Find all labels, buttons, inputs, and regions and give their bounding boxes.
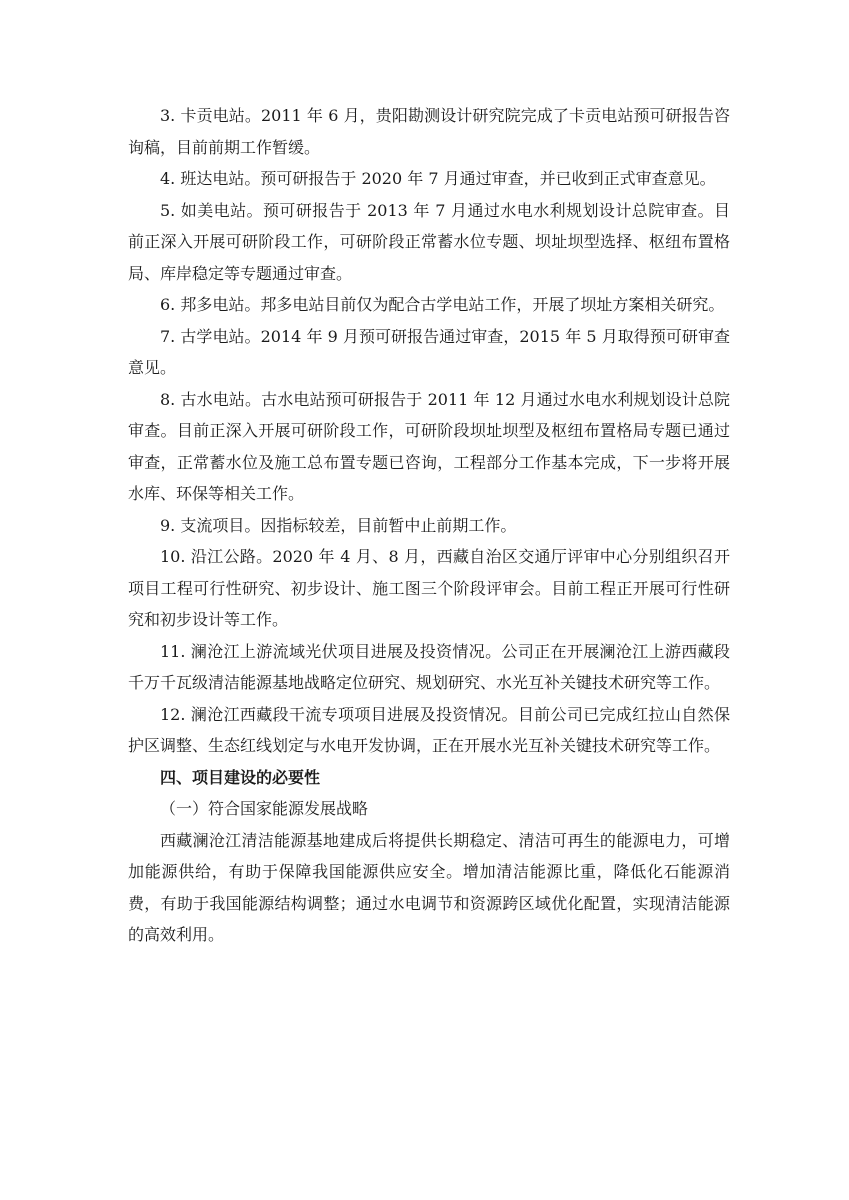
paragraph-mainstream-projects: 12. 澜沧江西藏段干流专项项目进展及投资情况。目前公司已完成红拉山自然保护区调整、生态红线划定与水电开发协调，正在开展水光互补关键技术研究等工作。: [128, 704, 730, 755]
paragraph-riverside-highway: 10. 沿江公路。2020 年 4 月、8 月，西藏自治区交通厅评审中心分别组织召开项目工程可行性研究、初步设计、施工图三个阶段评审会。目前工程正开展可行性研究和初步设计等工作。: [128, 547, 730, 629]
paragraph-kagong-station: 3. 卡贡电站。2011 年 6 月，贵阳勘测设计研究院完成了卡贡电站预可研报告咨询稿，目前前期工作暂缓。: [128, 106, 730, 157]
paragraph-banda-station: 4. 班达电站。预可研报告于 2020 年 7 月通过审查，并已收到正式审查意见。: [160, 169, 716, 188]
section-heading: 四、项目建设的必要性: [160, 767, 321, 787]
subsection-heading: （一）符合国家能源发展战略: [160, 799, 369, 818]
paragraph-energy-strategy: 西藏澜沧江清洁能源基地建成后将提供长期稳定、清洁可再生的能源电力，可增加能源供给，有助于保障我国能源供应安全。增加清洁能源比重，降低化石能源消费，有助于我国能源结构调整；通过水电调节和资源跨区域优化配置，实现清洁能源的高效利用。: [128, 830, 730, 944]
paragraph-rumei-station: 5. 如美电站。预可研报告于 2013 年 7 月通过水电水利规划设计总院审查。目前正深入开展可研阶段工作，可研阶段正常蓄水位专题、坝址坝型选择、枢纽布置格局、库岸稳定等专题通过审查。: [128, 200, 730, 283]
paragraph-guxue-station: 7. 古学电站。2014 年 9 月预可研报告通过审查，2015 年 5 月取得预可研审查意见。: [128, 326, 730, 377]
paragraph-bangduo-station: 6. 邦多电站。邦多电站目前仅为配合古学电站工作，开展了坝址方案相关研究。: [160, 295, 725, 314]
paragraph-gushui-station: 8. 古水电站。古水电站预可研报告于 2011 年 12 月通过水电水利规划设计总院审查。目前正深入开展可研阶段工作，可研阶段坝址坝型及枢纽布置格局专题已通过审查，正常蓄水位及施工总布置专题已咨询，工程部分工作基本完成，下一步将开展水库、环保等相关工作。: [128, 389, 730, 503]
paragraph-photovoltaic-projects: 11. 澜沧江上游流域光伏项目进展及投资情况。公司正在开展澜沧江上游西藏段千万千瓦级清洁能源基地战略定位研究、规划研究、水光互补关键技术研究等工作。: [128, 641, 730, 692]
document-body: [128, 100, 730, 951]
paragraph-tributary-projects: 9. 支流项目。因指标较差，目前暂中止前期工作。: [160, 515, 517, 535]
